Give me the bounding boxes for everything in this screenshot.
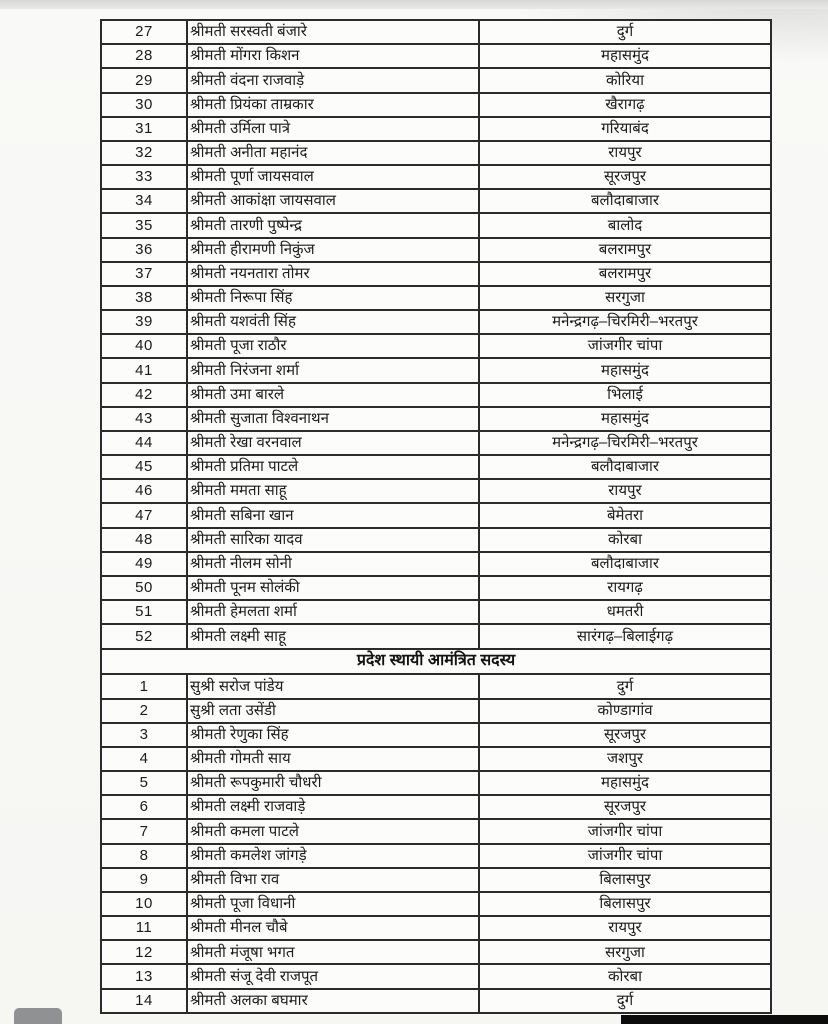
section-header-row	[101, 649, 771, 675]
table-row	[101, 93, 771, 117]
serial-number-cell: 47	[101, 503, 187, 527]
table-row	[101, 407, 771, 431]
table-row	[101, 20, 771, 44]
member-name-cell: श्रीमती सारिका यादव	[187, 528, 479, 552]
member-name-cell: श्रीमती यशवंती सिंह	[187, 310, 479, 334]
member-name-cell: श्रीमती कमला पाटले	[187, 819, 479, 843]
table-row	[101, 44, 771, 68]
serial-number-cell: 29	[101, 68, 187, 92]
table-row	[101, 117, 771, 141]
district-cell: कोरबा	[479, 528, 771, 552]
serial-number-cell: 30	[101, 93, 187, 117]
serial-number-cell: 28	[101, 44, 187, 68]
member-name-cell: श्रीमती मोंगरा किशन	[187, 44, 479, 68]
serial-number-cell: 37	[101, 262, 187, 286]
table-row	[101, 576, 771, 600]
district-cell: दुर्ग	[479, 20, 771, 44]
table-row	[101, 868, 771, 892]
serial-number-cell: 48	[101, 528, 187, 552]
member-name-cell: श्रीमती रेणुका सिंह	[187, 723, 479, 747]
section-invited-members-1-14	[101, 674, 771, 1013]
serial-number-cell: 14	[101, 989, 187, 1013]
bottom-right-redaction-bar	[621, 1015, 828, 1024]
member-name-cell: श्रीमती आकांक्षा जायसवाल	[187, 189, 479, 213]
serial-number-cell: 33	[101, 165, 187, 189]
table-row	[101, 141, 771, 165]
serial-number-cell: 32	[101, 141, 187, 165]
serial-number-cell: 39	[101, 310, 187, 334]
member-name-cell: सुश्री लता उसेंडी	[187, 699, 479, 723]
member-name-cell: श्रीमती अलका बघमार	[187, 989, 479, 1013]
member-name-cell: श्रीमती पूनम सोलंकी	[187, 576, 479, 600]
district-cell: बलौदाबाजार	[479, 455, 771, 479]
table-row	[101, 795, 771, 819]
member-name-cell: श्रीमती पूजा विधानी	[187, 892, 479, 916]
member-name-cell: श्रीमती लक्ष्मी साहू	[187, 624, 479, 649]
table-row	[101, 334, 771, 358]
table-row	[101, 189, 771, 213]
table-row	[101, 310, 771, 334]
table-row	[101, 674, 771, 698]
serial-number-cell: 38	[101, 286, 187, 310]
member-name-cell: श्रीमती प्रतिमा पाटले	[187, 455, 479, 479]
district-cell: बलौदाबाजार	[479, 552, 771, 576]
member-name-cell: श्रीमती कमलेश जांगड़े	[187, 844, 479, 868]
table-row	[101, 358, 771, 382]
serial-number-cell: 13	[101, 964, 187, 988]
district-cell: सरगुजा	[479, 940, 771, 964]
district-cell: महासमुंद	[479, 407, 771, 431]
district-cell: जांजगीर चांपा	[479, 844, 771, 868]
table-row	[101, 916, 771, 940]
table-row	[101, 528, 771, 552]
member-name-cell: श्रीमती मंजूषा भगत	[187, 940, 479, 964]
member-name-cell: श्रीमती अनीता महानंद	[187, 141, 479, 165]
district-cell: बालोद	[479, 213, 771, 237]
table-row	[101, 940, 771, 964]
member-name-cell: श्रीमती मीनल चौबे	[187, 916, 479, 940]
table-row	[101, 747, 771, 771]
section-header-body	[101, 649, 771, 675]
table-row	[101, 771, 771, 795]
serial-number-cell: 42	[101, 383, 187, 407]
table-row	[101, 600, 771, 624]
member-name-cell: श्रीमती विभा राव	[187, 868, 479, 892]
member-name-cell: श्रीमती सरस्वती बंजारे	[187, 20, 479, 44]
serial-number-cell: 3	[101, 723, 187, 747]
serial-number-cell: 8	[101, 844, 187, 868]
member-name-cell: श्रीमती लक्ष्मी राजवाड़े	[187, 795, 479, 819]
serial-number-cell: 10	[101, 892, 187, 916]
table-row	[101, 431, 771, 455]
member-name-cell: श्रीमती निरंजना शर्मा	[187, 358, 479, 382]
table-row	[101, 552, 771, 576]
district-cell: भिलाई	[479, 383, 771, 407]
district-cell: धमतरी	[479, 600, 771, 624]
table-row	[101, 479, 771, 503]
member-name-cell: श्रीमती संजू देवी राजपूत	[187, 964, 479, 988]
serial-number-cell: 9	[101, 868, 187, 892]
serial-number-cell: 5	[101, 771, 187, 795]
serial-number-cell: 11	[101, 916, 187, 940]
serial-number-cell: 52	[101, 624, 187, 649]
member-name-cell: श्रीमती ममता साहू	[187, 479, 479, 503]
table-row	[101, 383, 771, 407]
member-name-cell: श्रीमती रेखा वरनवाल	[187, 431, 479, 455]
district-cell: जशपुर	[479, 747, 771, 771]
table-row	[101, 989, 771, 1013]
district-cell: बलरामपुर	[479, 262, 771, 286]
district-cell: सूरजपुर	[479, 165, 771, 189]
table-row	[101, 624, 771, 649]
district-cell: महासमुंद	[479, 44, 771, 68]
section-members-27-52	[101, 20, 771, 649]
bottom-left-gray-tab	[14, 1008, 62, 1024]
member-name-cell: श्रीमती रूपकुमारी चौधरी	[187, 771, 479, 795]
member-name-cell: श्रीमती नयनतारा तोमर	[187, 262, 479, 286]
member-name-cell: श्रीमती उमा बारले	[187, 383, 479, 407]
member-name-cell: श्रीमती वंदना राजवाड़े	[187, 68, 479, 92]
district-cell: सूरजपुर	[479, 795, 771, 819]
serial-number-cell: 51	[101, 600, 187, 624]
member-name-cell: श्रीमती नीलम सोनी	[187, 552, 479, 576]
district-cell: मनेन्द्रगढ़–चिरमिरी–भरतपुर	[479, 310, 771, 334]
district-cell: बिलासपुर	[479, 868, 771, 892]
section-header-title: प्रदेश स्थायी आमंत्रित सदस्य	[101, 649, 771, 675]
district-cell: दुर्ग	[479, 989, 771, 1013]
district-cell: सरगुजा	[479, 286, 771, 310]
serial-number-cell: 27	[101, 20, 187, 44]
member-name-cell: श्रीमती गोमती साय	[187, 747, 479, 771]
serial-number-cell: 36	[101, 238, 187, 262]
member-name-cell: श्रीमती हेमलता शर्मा	[187, 600, 479, 624]
district-cell: मनेन्द्रगढ़–चिरमिरी–भरतपुर	[479, 431, 771, 455]
table-row	[101, 699, 771, 723]
district-cell: कोरिया	[479, 68, 771, 92]
member-name-cell: श्रीमती उर्मिला पात्रे	[187, 117, 479, 141]
district-cell: जांजगीर चांपा	[479, 819, 771, 843]
member-name-cell: श्रीमती पूर्णा जायसवाल	[187, 165, 479, 189]
serial-number-cell: 45	[101, 455, 187, 479]
table-row	[101, 503, 771, 527]
table-row	[101, 262, 771, 286]
serial-number-cell: 49	[101, 552, 187, 576]
table-row	[101, 455, 771, 479]
district-cell: कोण्डागांव	[479, 699, 771, 723]
district-cell: बलौदाबाजार	[479, 189, 771, 213]
table-row	[101, 165, 771, 189]
serial-number-cell: 44	[101, 431, 187, 455]
serial-number-cell: 2	[101, 699, 187, 723]
district-cell: दुर्ग	[479, 674, 771, 698]
members-table	[100, 19, 772, 1014]
table-row	[101, 892, 771, 916]
serial-number-cell: 43	[101, 407, 187, 431]
serial-number-cell: 34	[101, 189, 187, 213]
serial-number-cell: 4	[101, 747, 187, 771]
table-row	[101, 68, 771, 92]
district-cell: कोरबा	[479, 964, 771, 988]
district-cell: महासमुंद	[479, 358, 771, 382]
district-cell: बेमेतरा	[479, 503, 771, 527]
serial-number-cell: 50	[101, 576, 187, 600]
table-row	[101, 844, 771, 868]
district-cell: रायपुर	[479, 479, 771, 503]
table-row	[101, 819, 771, 843]
district-cell: महासमुंद	[479, 771, 771, 795]
serial-number-cell: 12	[101, 940, 187, 964]
district-cell: सारंगढ़–बिलाईगढ़	[479, 624, 771, 649]
serial-number-cell: 46	[101, 479, 187, 503]
serial-number-cell: 6	[101, 795, 187, 819]
table-row	[101, 723, 771, 747]
member-name-cell: श्रीमती पूजा राठौर	[187, 334, 479, 358]
district-cell: सूरजपुर	[479, 723, 771, 747]
district-cell: बलरामपुर	[479, 238, 771, 262]
district-cell: रायपुर	[479, 141, 771, 165]
member-name-cell: सुश्री सरोज पांडेय	[187, 674, 479, 698]
serial-number-cell: 40	[101, 334, 187, 358]
district-cell: रायगढ़	[479, 576, 771, 600]
table-row	[101, 213, 771, 237]
member-name-cell: श्रीमती निरूपा सिंह	[187, 286, 479, 310]
table-row	[101, 238, 771, 262]
top-edge-strip	[0, 0, 828, 9]
member-name-cell: श्रीमती प्रियंका ताम्रकार	[187, 93, 479, 117]
serial-number-cell: 31	[101, 117, 187, 141]
serial-number-cell: 35	[101, 213, 187, 237]
district-cell: बिलासपुर	[479, 892, 771, 916]
table-row	[101, 286, 771, 310]
member-name-cell: श्रीमती सुजाता विश्वनाथन	[187, 407, 479, 431]
serial-number-cell: 1	[101, 674, 187, 698]
district-cell: रायपुर	[479, 916, 771, 940]
serial-number-cell: 41	[101, 358, 187, 382]
member-name-cell: श्रीमती हीरामणी निकुंज	[187, 238, 479, 262]
member-name-cell: श्रीमती सबिना खान	[187, 503, 479, 527]
district-cell: गरियाबंद	[479, 117, 771, 141]
table-row	[101, 964, 771, 988]
member-name-cell: श्रीमती तारणी पुष्पेन्द्र	[187, 213, 479, 237]
district-cell: खैरागढ़	[479, 93, 771, 117]
district-cell: जांजगीर चांपा	[479, 334, 771, 358]
serial-number-cell: 7	[101, 819, 187, 843]
